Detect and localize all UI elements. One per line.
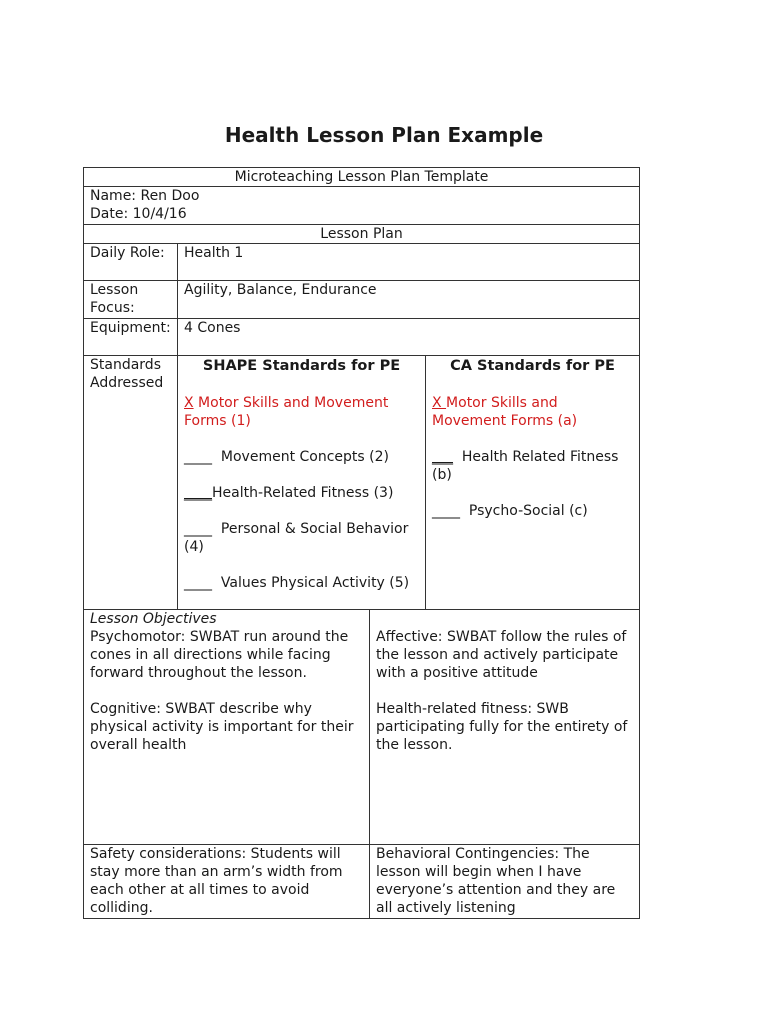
ca-standards-header: CA Standards for PE [450, 358, 615, 374]
standards-row [84, 356, 640, 610]
ca-item-2-text: Health Related Fitness (b) [432, 449, 623, 483]
affective-objective: Affective: SWBAT follow the rules of the lesson and actively participate with a positive attitude [376, 629, 627, 681]
daily-role-label: Daily Role: [84, 244, 178, 281]
shape-item-4 [184, 520, 419, 556]
equipment-label: Equipment: [84, 319, 178, 356]
lesson-focus-value: Agility, Balance, Endurance [178, 281, 640, 319]
ca-item-3-text: Psycho-Social (c) [460, 503, 588, 519]
shape-item-3 [184, 484, 419, 502]
daily-role-value: Health 1 [178, 244, 640, 281]
ca-item-2 [432, 448, 633, 484]
lesson-focus-label: Lesson Focus: [84, 281, 178, 319]
shape-standards-header: SHAPE Standards for PE [202, 358, 401, 374]
shape-item-3-text: Health-Related Fitness (3) [212, 485, 394, 501]
equipment-row [84, 319, 640, 356]
document-title: Health Lesson Plan Example [224, 123, 544, 147]
ca-standards-cell [426, 356, 640, 610]
lesson-plan-header: Lesson Plan [84, 225, 640, 244]
checkbox-mark[interactable]: X [432, 395, 447, 411]
template-header: Microteaching Lesson Plan Template [84, 168, 640, 187]
shape-item-5-text: Values Physical Activity (5) [212, 575, 410, 591]
behavioral-contingencies: Behavioral Contingencies: The lesson will begin when I have everyone’s attention and they are all actively listening [370, 845, 640, 919]
shape-item-2 [184, 448, 419, 466]
cognitive-objective: Cognitive: SWBAT describe why physical activity is important for their overall health [90, 701, 354, 753]
ca-item-3 [432, 502, 633, 520]
equipment-value: 4 Cones [178, 319, 640, 356]
objectives-right-cell [370, 610, 640, 845]
objectives-label: Lesson Objectives [90, 611, 217, 627]
shape-item-1 [184, 394, 419, 430]
lesson-focus-row [84, 281, 640, 319]
objectives-row [84, 610, 640, 845]
shape-item-2-text: Movement Concepts (2) [212, 449, 389, 465]
name-line: Name: Ren Doo [90, 188, 200, 204]
shape-standards-cell [178, 356, 426, 610]
checkbox-blank[interactable]: ____ [184, 521, 212, 537]
considerations-row [84, 845, 640, 919]
objectives-spacer [376, 610, 633, 628]
objectives-left-cell [84, 610, 370, 845]
shape-item-1-text: Motor Skills and Movement Forms (1) [184, 395, 389, 429]
checkbox-blank[interactable]: ____ [432, 503, 460, 519]
template-header-row [84, 168, 640, 187]
lesson-plan-table [83, 167, 640, 919]
checkbox-blank[interactable]: ____ [184, 449, 212, 465]
checkbox-blank[interactable]: ____ [184, 485, 212, 501]
daily-role-row [84, 244, 640, 281]
date-line: Date: 10/4/16 [90, 206, 187, 222]
safety-considerations: Safety considerations: Students will stay more than an arm’s width from each other at all times to avoid colliding. [84, 845, 370, 919]
standards-label: Standards Addressed [84, 356, 178, 610]
psychomotor-objective: Psychomotor: SWBAT run around the cones in all directions while facing forward throughout the lesson. [90, 629, 349, 681]
shape-item-4-text: Personal & Social Behavior (4) [184, 521, 413, 555]
name-date-row [84, 187, 640, 225]
checkbox-blank[interactable]: ____ [184, 575, 212, 591]
shape-item-5 [184, 574, 419, 592]
name-date-cell [84, 187, 640, 225]
checkbox-blank[interactable]: ___ [432, 449, 453, 465]
ca-item-1-text: Motor Skills and Movement Forms (a) [432, 395, 578, 429]
ca-item-1 [432, 394, 633, 430]
lesson-plan-header-row [84, 225, 640, 244]
health-fitness-objective: Health-related fitness: SWB participating fully for the entirety of the lesson. [376, 701, 628, 753]
checkbox-mark[interactable]: X [184, 395, 194, 411]
